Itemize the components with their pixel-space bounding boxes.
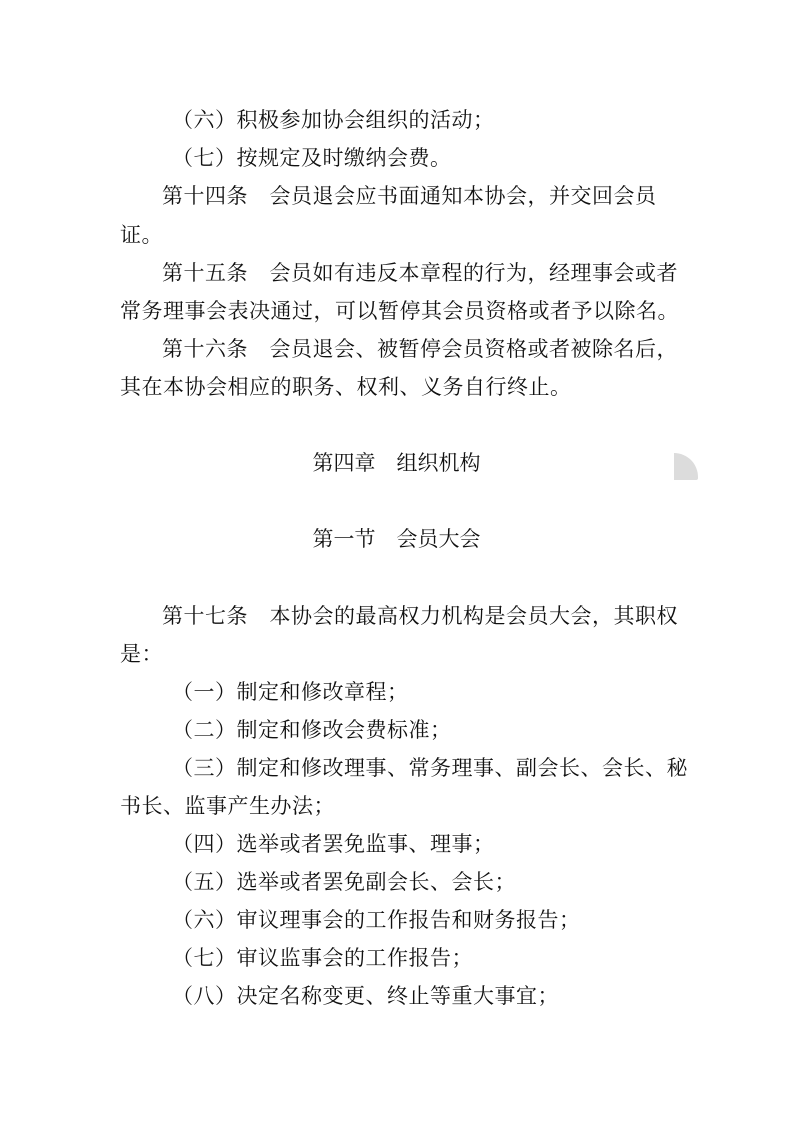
list-item: （七）审议监事会的工作报告； [172, 946, 473, 970]
article-paragraph-line: 第十四条 会员退会应书面通知本协会，并交回会员 [162, 184, 657, 208]
list-item: （一）制定和修改章程； [172, 680, 409, 704]
list-item: （六）积极参加协会组织的活动； [172, 108, 495, 132]
list-item: （七）按规定及时缴纳会费。 [172, 146, 452, 170]
article-paragraph-line: 第十六条 会员退会、被暂停会员资格或者被除名后， [162, 337, 678, 361]
article-paragraph-line: 常务理事会表决通过，可以暂停其会员资格或者予以除名。 [120, 299, 679, 323]
article-paragraph-line: 第十五条 会员如有违反本章程的行为，经理事会或者 [162, 261, 678, 285]
list-item: （四）选举或者罢免监事、理事； [172, 832, 495, 856]
article-paragraph-line: 是： [120, 642, 163, 666]
list-item: （六）审议理事会的工作报告和财务报告； [172, 908, 581, 932]
list-item-continuation: 书长、监事产生办法； [120, 794, 335, 818]
list-item: （八）决定名称变更、终止等重大事宜； [172, 984, 559, 1008]
section-heading: 第一节 会员大会 [312, 527, 481, 551]
list-item: （二）制定和修改会费标准； [172, 718, 452, 742]
article-paragraph-line: 证。 [120, 223, 163, 247]
article-paragraph-line: 第十七条 本协会的最高权力机构是会员大会，其职权 [162, 604, 678, 628]
chapter-heading: 第四章 组织机构 [312, 451, 481, 475]
list-item: （三）制定和修改理事、常务理事、副会长、会长、秘 [172, 756, 688, 780]
article-paragraph-line: 其在本协会相应的职务、权利、义务自行终止。 [120, 375, 572, 399]
list-item: （五）选举或者罢免副会长、会长； [172, 870, 516, 894]
